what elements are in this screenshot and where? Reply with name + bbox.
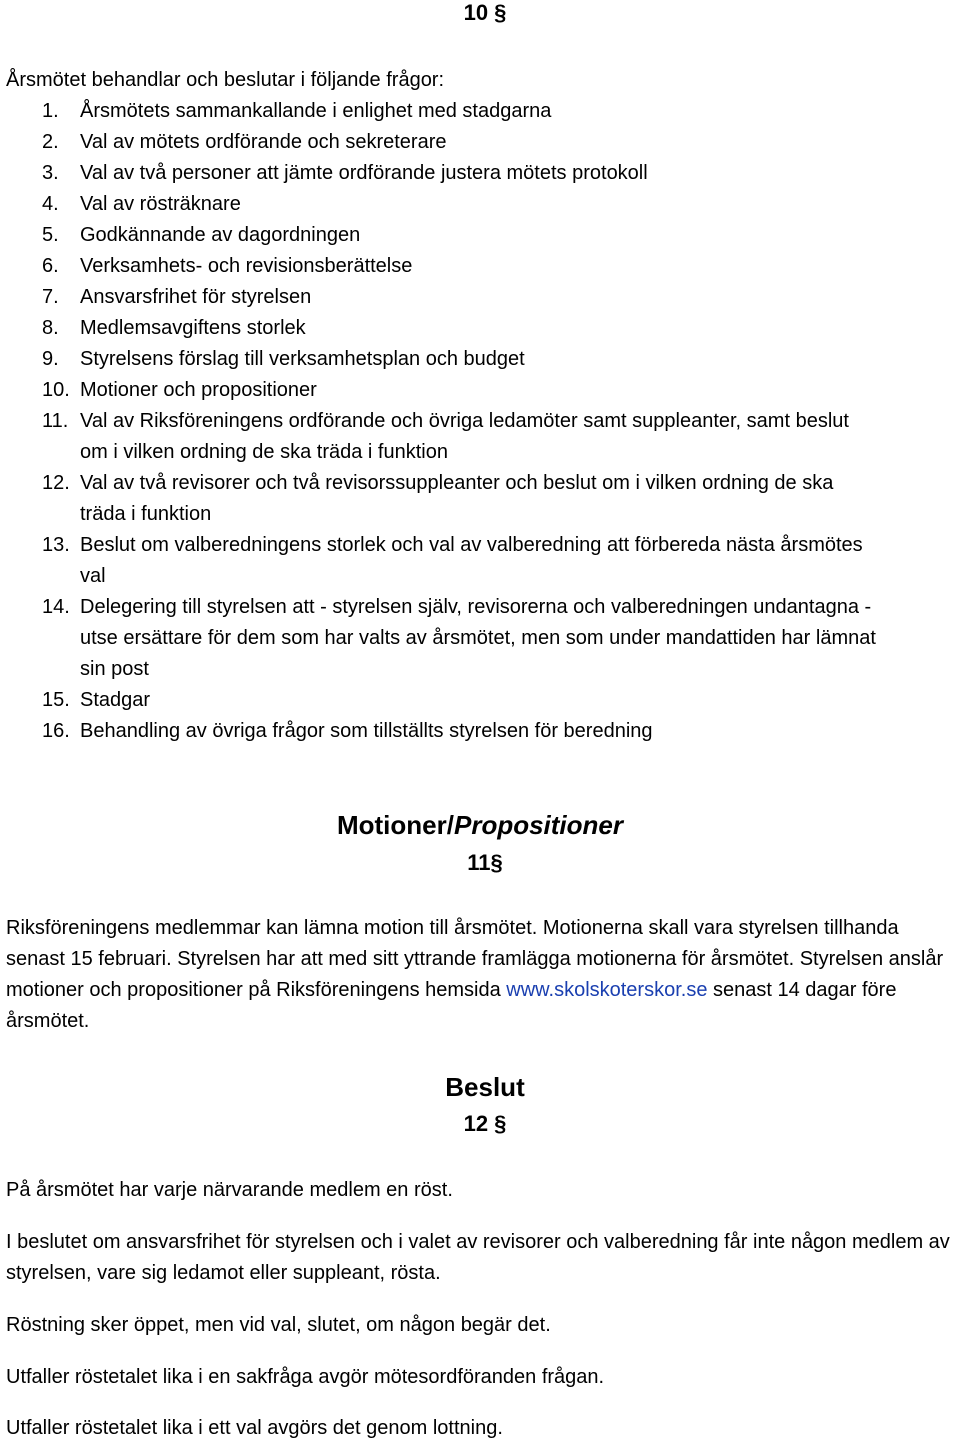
agenda-item-number: 2. bbox=[42, 131, 59, 153]
beslut-paragraph: I beslutet om ansvarsfrihet för styrelsen och i valet av revisorer och valberedning får inte någon medlem av styrelsen, vare sig ledamot eller suppleant, rösta. bbox=[6, 1231, 950, 1284]
agenda-item-number: 4. bbox=[42, 193, 59, 215]
agenda-item-number: 11. bbox=[42, 410, 69, 432]
agenda-item-text: Styrelsens förslag till verksamhetsplan och budget bbox=[80, 348, 525, 370]
agenda-item-text: Stadgar bbox=[80, 689, 151, 711]
beslut-paragraph: Röstning sker öppet, men vid val, slutet, om någon begär det. bbox=[6, 1314, 551, 1336]
agenda-item bbox=[0, 716, 880, 747]
agenda-item-number: 9. bbox=[42, 348, 59, 370]
agenda-item-number: 12. bbox=[42, 472, 70, 494]
motion-paragraph bbox=[6, 913, 958, 1037]
agenda-item-text: Godkännande av dagordningen bbox=[80, 224, 361, 246]
beslut-paragraph: Utfaller röstetalet lika i en sakfråga avgör mötesordföranden frågan. bbox=[6, 1366, 605, 1388]
agenda-item-text: Motioner och propositioner bbox=[80, 379, 317, 401]
section-11-number: 11§ bbox=[467, 850, 503, 875]
agenda-item-number: 8. bbox=[42, 317, 59, 339]
agenda-item bbox=[0, 592, 880, 685]
agenda-item bbox=[0, 685, 880, 716]
agenda-item-number: 6. bbox=[42, 255, 59, 277]
agenda-item-text: Årsmötets sammankallande i enlighet med stadgarna bbox=[80, 100, 552, 122]
agenda-item-number: 16. bbox=[42, 720, 70, 742]
agenda-item bbox=[0, 468, 880, 530]
agenda-item-number: 7. bbox=[42, 286, 59, 308]
agenda-item-number: 3. bbox=[42, 162, 59, 184]
agenda-item-text: Val av mötets ordförande och sekreterare bbox=[80, 131, 447, 153]
section-11-title-plain: Motioner/ bbox=[336, 810, 454, 840]
agenda-item bbox=[0, 127, 880, 158]
motion-text-end: senast 14 dagar före årsmötet. bbox=[6, 979, 897, 1032]
agenda-item bbox=[0, 406, 880, 468]
agenda-item-number: 14. bbox=[42, 596, 70, 618]
agenda-item bbox=[0, 375, 880, 406]
agenda-intro: Årsmötet behandlar och beslutar i följande frågor: bbox=[6, 69, 445, 91]
agenda-item bbox=[0, 282, 880, 313]
agenda-item-text: Ansvarsfrihet för styrelsen bbox=[80, 286, 312, 308]
agenda-item bbox=[0, 220, 880, 251]
agenda-item-text: Beslut om valberedningens storlek och val av valberedning att förbereda nästa årsmötes val bbox=[80, 534, 863, 587]
agenda-item bbox=[0, 158, 880, 189]
section-12-number: 12 § bbox=[463, 1111, 507, 1136]
agenda-item bbox=[0, 344, 880, 375]
agenda-item bbox=[0, 251, 880, 282]
agenda-item-text: Val av två personer att jämte ordförande justera mötets protokoll bbox=[80, 162, 648, 184]
agenda-item-number: 10. bbox=[42, 379, 70, 401]
agenda-item-number: 1. bbox=[42, 100, 59, 122]
agenda-item bbox=[0, 313, 880, 344]
agenda-item-text: Delegering till styrelsen att - styrelsen själv, revisorerna och valberedningen undantagna - utse ersättare för dem som har valts av årsmötet, men som under mandattiden har lämnat sin post bbox=[80, 596, 876, 680]
website-link[interactable]: www.skolskoterskor.se bbox=[506, 979, 708, 1001]
agenda-item-text: Val av Riksföreningens ordförande och övriga ledamöter samt suppleanter, samt beslut om i vilken ordning de ska träda i funktion bbox=[80, 410, 849, 463]
agenda-item-text: Behandling av övriga frågor som tillställts styrelsen för beredning bbox=[80, 720, 653, 742]
section-12-title: Beslut bbox=[445, 1072, 525, 1102]
agenda-item bbox=[0, 530, 880, 592]
section-10-number: 10 § bbox=[463, 0, 507, 25]
agenda-item bbox=[0, 189, 880, 220]
section-11-title bbox=[280, 810, 680, 841]
agenda-item-number: 5. bbox=[42, 224, 59, 246]
agenda-item-text: Medlemsavgiftens storlek bbox=[80, 317, 306, 339]
section-11-title-italic: Propositioner bbox=[453, 810, 623, 840]
agenda-item-number: 13. bbox=[42, 534, 70, 556]
agenda-item-number: 15. bbox=[42, 689, 70, 711]
agenda-item-text: Val av två revisorer och två revisorssuppleanter och beslut om i vilken ordning de ska träda i funktion bbox=[80, 472, 834, 525]
agenda-item-text: Val av rösträknare bbox=[80, 193, 241, 215]
beslut-paragraph: På årsmötet har varje närvarande medlem en röst. bbox=[6, 1179, 453, 1201]
agenda-item bbox=[0, 96, 880, 127]
beslut-paragraph: Utfaller röstetalet lika i ett val avgörs det genom lottning. bbox=[6, 1417, 503, 1439]
agenda-list bbox=[0, 96, 960, 747]
motion-text: Riksföreningens medlemmar kan lämna motion till årsmötet. Motionerna skall vara styrelsen tillhanda senast 15 februari. Styrelsen har att med sitt yttrande framlägga motionerna för årsmötet. Styrelsen anslår motioner och propositioner på Riksföreningens hemsida bbox=[6, 917, 944, 1001]
agenda-item-text: Verksamhets- och revisionsberättelse bbox=[80, 255, 413, 277]
